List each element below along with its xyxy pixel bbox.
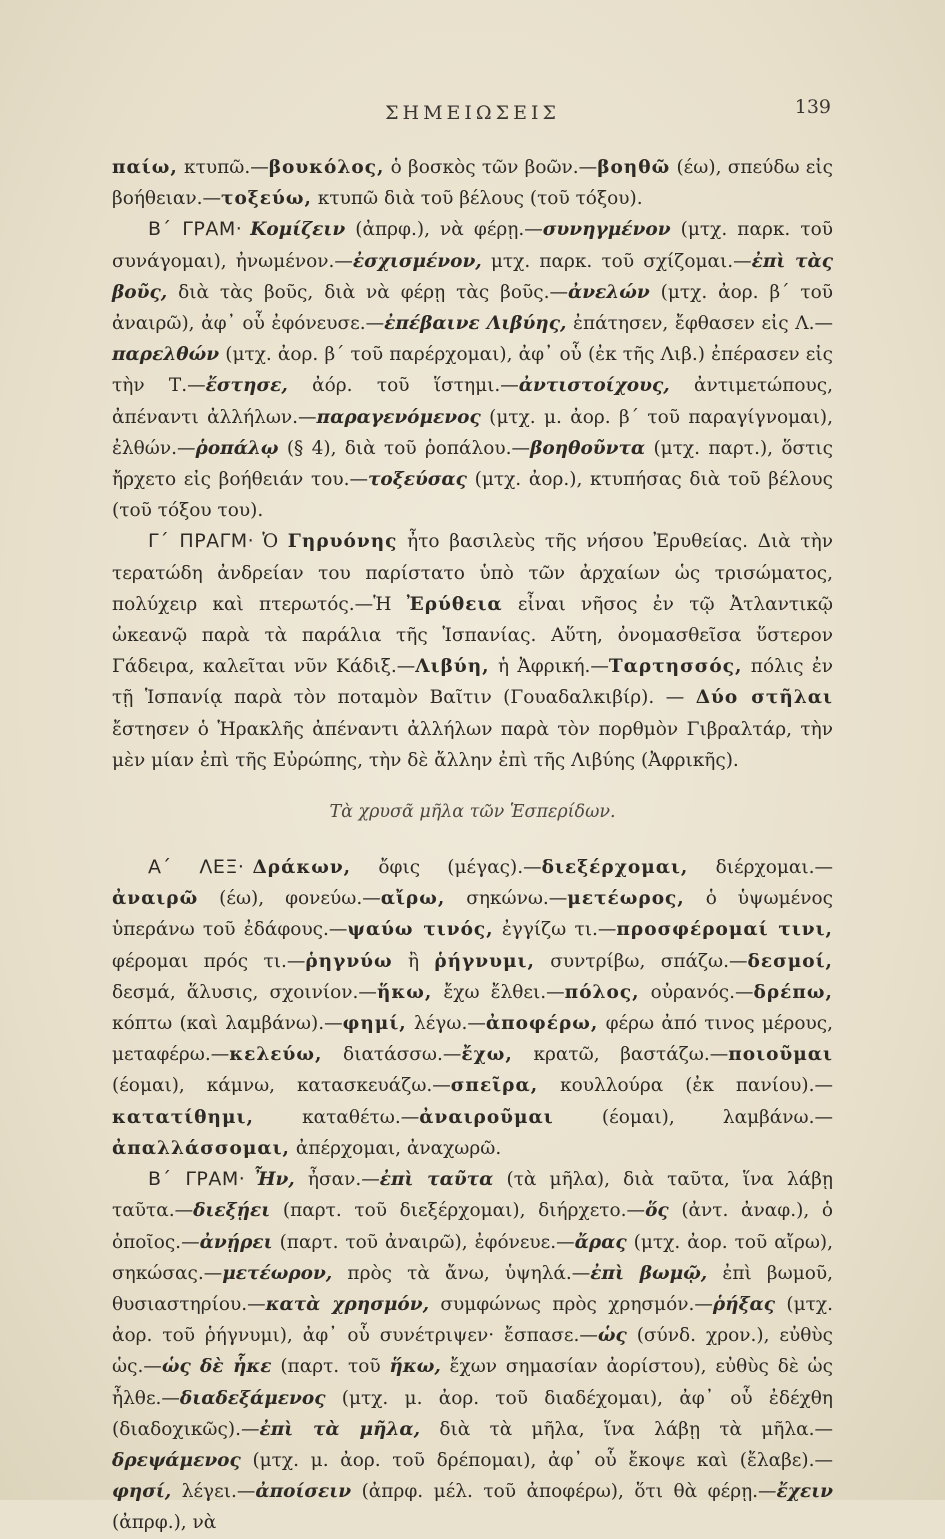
gloss-text: ὁ βοσκὸς τῶν βοῶν.— xyxy=(384,157,598,178)
headword: αἴρω, xyxy=(380,888,446,910)
headword: ἀπαλλάσσομαι, xyxy=(112,1137,290,1159)
gloss-text: κουλλούρα (ἐκ πανίου).— xyxy=(538,1075,833,1097)
gloss-text: (μτχ. μ. ἀορ. β΄ τοῦ παραγίγνομαι), ἐλθών.— xyxy=(112,406,833,459)
headword: ἔχω, xyxy=(461,1044,513,1066)
section-label: Α΄ ΛΕΞ· xyxy=(148,856,245,879)
grammar-term: τοξεύσας xyxy=(367,469,467,491)
gloss-text: πρὸς τὰ ἄνω, ὑψηλά.— xyxy=(332,1262,591,1284)
gloss-text: (έω), σπεύδω εἰς βοήθειαν.— xyxy=(112,157,833,210)
gloss-text: (ἀπρφ.), νὰ xyxy=(112,1512,217,1534)
note-paragraph-1 xyxy=(112,152,833,214)
note-paragraph-facts xyxy=(112,526,833,776)
gloss-text: (σύνδ. χρον.), εὐθὺς ὡς.— xyxy=(112,1325,834,1378)
gloss-text: (παρτ. τοῦ xyxy=(271,1356,390,1378)
note-paragraph-grammar-2 xyxy=(112,1164,833,1538)
gloss-text: δεσμά, ἅλυσις, σχοινίον.— xyxy=(112,981,377,1003)
gloss-text: (μτχ. μ. ἀορ. τοῦ δρέπομαι), ἀφ᾽ οὗ ἔκοψε καὶ (ἔλαβε).— xyxy=(240,1449,833,1471)
grammar-term: ἔχειν xyxy=(776,1481,833,1503)
gloss-text: ἐπὶ βωμοῦ, θυσιαστηρίου.— xyxy=(112,1262,833,1315)
grammar-term: κατὰ χρησμόν, xyxy=(265,1293,430,1315)
gloss-text: ἦτο βασιλεὺς τῆς νήσου Ἐρυθείας. Διὰ τὴν τερατώδη ἀνδρείαν του παρίστατο ὑπὸ τῶν ἀρχαίων ὡς τρισώματος, πολύχειρ καὶ πτερωτός.—Ἡ xyxy=(112,531,834,615)
grammar-term: ὅς xyxy=(645,1200,669,1222)
gloss-text: ἔστησεν ὁ Ἡρακλῆς ἀπέναντι ἀλλήλων παρὰ τὸν πορθμὸν Γιβραλτάρ, τὴν μὲν μίαν ἐπὶ τῆς Εὐρώπης, τὴν δὲ ἄλλην ἐπὶ τῆς Λιβύης (Ἀφρικῆς). xyxy=(112,718,833,771)
gloss-text: φέρομαι πρός τι.— xyxy=(112,950,306,972)
gloss-text: μτχ. παρκ. τοῦ σχίζομαι.— xyxy=(481,250,752,272)
grammar-term: ἀποίσειν xyxy=(255,1481,352,1503)
headword: Δύο στῆλαι xyxy=(695,687,833,709)
grammar-term: ἥκω, xyxy=(389,1356,441,1378)
headword: Γηρυόνης xyxy=(287,531,398,553)
gloss-text: λέγω.— xyxy=(406,1013,486,1035)
headword: ῥήγνυμι, xyxy=(434,950,535,972)
gloss-text: συντρίβω, σπάζω.— xyxy=(534,950,748,972)
gloss-text: (μτχ. παρκ. τοῦ συνάγομαι), ἠνωμένον.— xyxy=(112,219,833,272)
headword: ποιοῦμαι xyxy=(728,1044,833,1066)
headword: κελεύω, xyxy=(229,1044,323,1066)
grammar-term: ἀντιστοίχους, xyxy=(518,375,670,397)
gloss-text: καταθέτω.— xyxy=(253,1106,420,1128)
headword: ἀναιροῦμαι xyxy=(419,1106,554,1128)
gloss-text: (μτχ. μ. ἀορ. τοῦ διαδέχομαι), ἀφ᾽ οὗ ἐδέχθη (διαδοχικῶς).— xyxy=(112,1387,833,1440)
gloss-text: ἀντιμετώπους, ἀπέναντι ἀλλήλων.— xyxy=(112,375,833,428)
section-label: Β΄ ΓΡΑΜ· xyxy=(148,218,243,241)
section-label: Β΄ ΓΡΑΜ· xyxy=(148,1168,246,1191)
headword: ψαύω τινός, xyxy=(347,919,494,941)
gloss-text: κτυπῶ διὰ τοῦ βέλους (τοῦ τόξου). xyxy=(311,188,643,210)
gloss-text: (ἀπρφ. μέλ. τοῦ ἀποφέρω), ὅτι θὰ φέρῃ.— xyxy=(351,1481,777,1503)
gloss-text: Ὁ xyxy=(262,531,288,553)
grammar-term: παρελθών xyxy=(112,344,220,366)
gloss-text: ὁ ὑψωμένος ὑπεράνω τοῦ ἐδάφους.— xyxy=(112,888,833,941)
headword: Ἐρύθεια xyxy=(406,593,503,615)
note-paragraph-grammar-1 xyxy=(112,214,833,526)
grammar-term: ῥοπάλῳ xyxy=(195,437,279,459)
headword: ἀποφέρω, xyxy=(485,1013,599,1035)
grammar-term: ἐπὶ τὰ μῆλα, xyxy=(259,1418,421,1440)
gloss-text: ἢ xyxy=(392,950,435,972)
grammar-term: διαδεξάμενος xyxy=(179,1387,326,1409)
grammar-term: ἔστησε, xyxy=(205,375,288,397)
headword: φημί, xyxy=(342,1013,407,1035)
headword: παίω, xyxy=(112,157,178,178)
running-head xyxy=(112,96,833,130)
grammar-term: ἐσχισμένον, xyxy=(352,250,482,272)
gloss-text: διατάσσω.— xyxy=(322,1044,462,1066)
gloss-text: συμφώνως πρὸς χρησμόν.— xyxy=(429,1293,713,1315)
running-head-title: ΣΗΜΕΙΩΣΕΙΣ xyxy=(385,102,560,124)
headword: ἥκω, xyxy=(376,981,433,1003)
grammar-term: ὡς xyxy=(597,1325,627,1347)
grammar-term: ἐπὶ τὰς βοῦς, xyxy=(112,250,833,303)
grammar-term: ἀνελών xyxy=(567,281,650,303)
grammar-term: ὡς δὲ ἧκε xyxy=(161,1356,272,1378)
headword: δρέπω, xyxy=(753,981,833,1003)
grammar-term: παραγενόμενος xyxy=(316,406,481,428)
gloss-text: (ἀντ. ἀναφ.), ὁ ὁποῖος.— xyxy=(112,1200,833,1253)
gloss-text: (έομαι), λαμβάνω.— xyxy=(553,1106,833,1128)
gloss-text: (μτχ. ἀορ. β΄ τοῦ ἀναιρῶ), ἀφ᾽ οὗ ἐφόνευσε.— xyxy=(112,281,833,335)
gloss-text: (ἀπρφ.), νὰ φέρῃ.— xyxy=(345,219,543,241)
page-number: 139 xyxy=(794,96,831,118)
grammar-term: Κομίζειν xyxy=(250,219,346,241)
headword: βουκόλος, xyxy=(268,157,385,178)
section-title: Τὰ χρυσᾶ μῆλα τῶν Ἑσπερίδων. xyxy=(329,802,616,823)
grammar-term: Ἦν, xyxy=(253,1169,295,1191)
grammar-term: ἐπὶ ταῦτα xyxy=(379,1169,494,1191)
gloss-text: λέγει.— xyxy=(171,1481,256,1503)
headword: κατατίθημι, xyxy=(112,1106,254,1128)
section-label: Γ΄ ΠΡΑΓΜ· xyxy=(148,530,255,553)
headword: τοξεύω, xyxy=(221,188,312,210)
grammar-term: βοηθοῦντα xyxy=(530,437,646,459)
headword: Λιβύη, xyxy=(415,656,490,678)
headword: ῥηγνύω xyxy=(305,950,393,972)
gloss-text: ἦσαν.— xyxy=(294,1169,380,1191)
grammar-term: ἐπὶ βωμῷ, xyxy=(590,1262,708,1284)
gloss-text: (τὰ μῆλα), διὰ ταῦτα, ἵνα λάβῃ ταῦτα.— xyxy=(112,1169,833,1222)
headword: μετέωρος, xyxy=(567,888,685,910)
gloss-text: διὰ τὰ μῆλα, ἵνα λάβῃ τὰ μῆλα.— xyxy=(420,1418,833,1440)
grammar-term: ἀνῄρει xyxy=(199,1231,273,1253)
gloss-text: σηκώνω.— xyxy=(445,888,568,910)
gloss-text: (έομαι), κάμνω, κατασκευάζω.— xyxy=(112,1075,451,1097)
gloss-text: ἔχων σημασίαν ἀορίστου), εὐθὺς δὲ ὡς ἦλθε.— xyxy=(112,1356,833,1409)
headword: δεσμοί, xyxy=(747,950,833,972)
grammar-term: ῥήξας xyxy=(712,1293,776,1315)
gloss-text: οὐρανός.— xyxy=(639,981,754,1003)
grammar-term: φησί, xyxy=(112,1481,172,1503)
gloss-text: (μτχ. παρτ.), ὅστις ἤρχετο εἰς βοήθειάν του.— xyxy=(112,437,833,491)
gloss-text: ἀπέρχομαι, ἀναχωρῶ. xyxy=(289,1137,502,1159)
gloss-text: (παρτ. τοῦ διεξέρχομαι), διήρχετο.— xyxy=(270,1200,646,1222)
gloss-text: εἶναι νῆσος ἐν τῷ Ἀτλαντικῷ ὠκεανῷ παρὰ τὰ παράλια τῆς Ἱσπανίας. Αὕτη, ὀνομασθεῖσα ὕστερον Γάδειρα, καλεῖται νῦν Κάδιξ.— xyxy=(112,593,833,678)
gloss-text: (έω), φονεύω.— xyxy=(198,888,381,910)
gloss-text: (παρτ. τοῦ ἀναιρῶ), ἐφόνευε.— xyxy=(272,1231,575,1253)
gloss-text: κτυπῶ.— xyxy=(177,157,269,178)
gloss-text: (μτχ. ἀορ.), κτυπήσας διὰ τοῦ βέλους (τοῦ τόξου του). xyxy=(112,469,834,522)
gloss-text: (§ 4), διὰ τοῦ ῥοπάλου.— xyxy=(278,437,531,459)
grammar-term: ἐπέβαινε Λιβύης, xyxy=(384,313,567,335)
headword: ἀναιρῶ xyxy=(112,888,199,910)
gloss-text: (μτχ. ἀορ. β΄ τοῦ παρέρχομαι), ἀφ᾽ οὗ (ἐκ τῆς Λιβ.) ἐπέρασεν εἰς τὴν Τ.— xyxy=(112,344,833,397)
grammar-term: διεξῄει xyxy=(193,1200,271,1222)
grammar-term: συνηγμένον xyxy=(542,219,671,241)
headword: βοηθῶ xyxy=(597,157,671,178)
headword: Δράκων, xyxy=(252,857,352,879)
headword: προσφέρομαί τινι, xyxy=(616,919,833,941)
headword: διεξέρχομαι, xyxy=(541,857,689,879)
gloss-text: πόλις ἐν τῇ Ἱσπανίᾳ παρὰ τὸν ποταμὸν Βαῖτιν (Γουαδαλκιβίρ). — xyxy=(112,656,833,709)
grammar-term: ἄρας xyxy=(574,1231,627,1253)
gloss-text: ἐγγίζω τι.— xyxy=(493,919,617,941)
gloss-text: (μτχ. ἀορ. τοῦ αἴρω), σηκώσας.— xyxy=(112,1231,834,1284)
gloss-text: κόπτω (καὶ λαμβάνω).— xyxy=(112,1013,343,1035)
grammar-term: μετέωρον, xyxy=(222,1262,333,1284)
gloss-text: ἡ Ἀφρική.— xyxy=(489,656,609,678)
headword: πόλος, xyxy=(564,981,640,1003)
gloss-text: ὄφις (μέγας).— xyxy=(351,857,542,879)
headword: σπεῖρα, xyxy=(450,1075,539,1097)
note-paragraph-vocabulary xyxy=(112,852,833,1164)
gloss-text: κρατῶ, βαστάζω.— xyxy=(512,1044,729,1066)
gloss-text: (μτχ. ἀορ. τοῦ ῥήγνυμι), ἀφ᾽ οὗ συνέτριψεν· ἔσπασε.— xyxy=(112,1293,833,1347)
gloss-text: ἔχω ἔλθει.— xyxy=(432,981,565,1003)
headword: Ταρτησσός, xyxy=(608,656,743,678)
gloss-text: φέρω ἀπό τινος μέρους, μεταφέρω.— xyxy=(112,1013,834,1066)
grammar-term: δρεψάμενος xyxy=(112,1449,241,1471)
gloss-text: διὰ τὰς βοῦς, διὰ νὰ φέρῃ τὰς βοῦς.— xyxy=(167,281,568,303)
gloss-text: ἀόρ. τοῦ ἵστημι.— xyxy=(287,375,519,397)
gloss-text: ἐπάτησεν, ἔφθασεν εἰς Λ.— xyxy=(566,313,833,335)
gloss-text: διέρχομαι.— xyxy=(688,857,833,879)
